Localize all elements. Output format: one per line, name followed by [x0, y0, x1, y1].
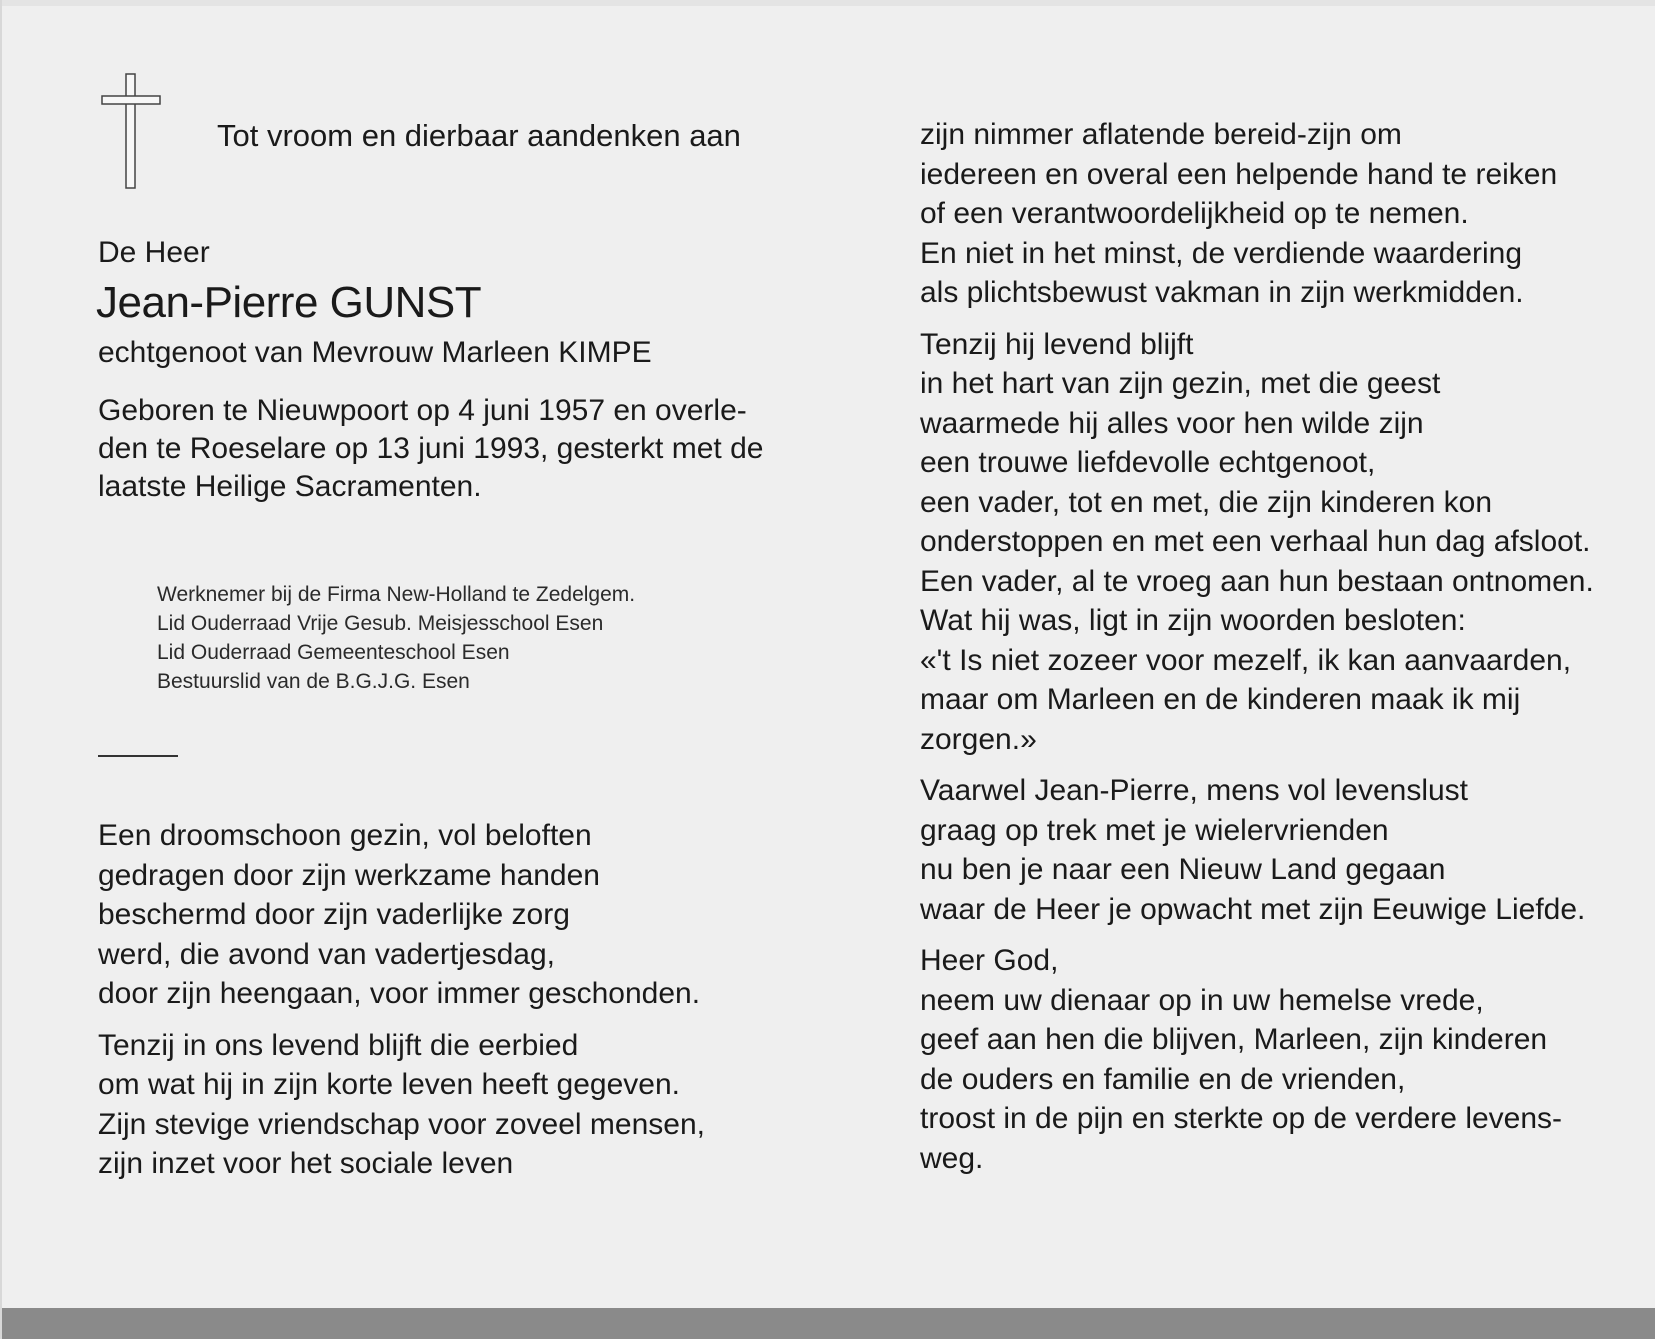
poem-line: de ouders en familie en de vrienden,	[920, 1062, 1406, 1096]
stanza	[98, 816, 705, 1014]
poem-line: Vaarwel Jean-Pierre, mens vol levenslust	[920, 774, 1469, 807]
poem-line: onderstoppen en met een verhaal hun dag afsloot.	[920, 525, 1591, 558]
poem-line: als plichtsbewust vakman in zijn werkmidden.	[920, 276, 1524, 309]
birth-death-paragraph	[98, 392, 764, 506]
poem-line: zorgen.»	[920, 722, 1037, 756]
poem-line: een vader, tot en met, die zijn kinderen kon	[920, 485, 1493, 519]
duty-item: Bestuurslid van de B.G.J.G. Esen	[157, 670, 470, 693]
stanza	[98, 1026, 705, 1184]
scan-edge-top	[2, 0, 1655, 6]
poem-line: weg.	[920, 1141, 984, 1175]
poem-line: graag op trek met je wielervrienden	[920, 813, 1389, 847]
birth-line: Geboren te Nieuwpoort op 4 juni 1957 en overle-	[98, 394, 747, 427]
left-poem	[98, 816, 705, 1196]
deceased-name: Jean-Pierre GUNST	[96, 278, 482, 327]
poem-line: waarmede hij alles voor hen wilde zijn	[920, 406, 1424, 440]
poem-line: beschermd door zijn vaderlijke zorg	[98, 898, 570, 931]
poem-line: in het hart van zijn gezin, met die geest	[920, 367, 1441, 400]
poem-line: Wat hij was, ligt in zijn woorden besloten:	[920, 604, 1466, 637]
duty-item: Lid Ouderraad Vrije Gesub. Meisjesschool Esen	[157, 612, 604, 635]
poem-line: door zijn heengaan, voor immer geschonden.	[98, 977, 701, 1010]
poem-line: «'t Is niet zozeer voor mezelf, ik kan aanvaarden,	[920, 643, 1572, 677]
right-poem	[920, 115, 1594, 1190]
intro-text: Tot vroom en dierbaar aandenken aan	[217, 118, 741, 153]
poem-line: Zijn stevige vriendschap voor zoveel mensen,	[98, 1107, 705, 1141]
poem-line: maar om Marleen en de kinderen maak ik mij	[920, 683, 1521, 716]
birth-line: den te Roeselare op 13 juni 1993, gesterkt met de	[98, 432, 764, 465]
poem-line: Heer God,	[920, 944, 1059, 977]
honorific: De Heer	[98, 236, 210, 269]
poem-line: geef aan hen die blijven, Marleen, zijn kinderen	[920, 1023, 1548, 1056]
stanza	[920, 325, 1594, 760]
stanza	[920, 771, 1594, 929]
poem-line: een trouwe liefdevolle echtgenoot,	[920, 446, 1376, 479]
poem-line: of een verantwoordelijkheid op te nemen.	[920, 197, 1469, 230]
poem-line: troost in de pijn en sterkte op de verdere levens-	[920, 1102, 1563, 1135]
poem-line: zijn inzet voor het sociale leven	[98, 1147, 514, 1180]
poem-line: Tenzij in ons levend blijft die eerbied	[98, 1028, 579, 1062]
poem-line: Een vader, al te vroeg aan hun bestaan ontnomen.	[920, 564, 1594, 598]
poem-line: om wat hij in zijn korte leven heeft gegeven.	[98, 1068, 680, 1101]
duty-item: Lid Ouderraad Gemeenteschool Esen	[157, 641, 510, 664]
poem-line: iedereen en overal een helpende hand te reiken	[920, 157, 1558, 191]
stanza	[920, 941, 1594, 1178]
cross-icon	[100, 72, 162, 192]
duties-list	[157, 580, 635, 696]
poem-line: Een droomschoon gezin, vol beloften	[98, 819, 592, 852]
poem-line: nu ben je naar een Nieuw Land gegaan	[920, 853, 1446, 886]
spouse-line: echtgenoot van Mevrouw Marleen KIMPE	[98, 336, 652, 369]
duty-item: Werknemer bij de Firma New-Holland te Zedelgem.	[157, 583, 636, 606]
poem-line: waar de Heer je opwacht met zijn Eeuwige Liefde.	[920, 892, 1586, 926]
poem-line: werd, die avond van vadertjesdag,	[98, 937, 555, 971]
poem-line: En niet in het minst, de verdiende waardering	[920, 236, 1523, 270]
scan-edge-bottom	[2, 1308, 1655, 1339]
poem-line: neem uw dienaar op in uw hemelse vrede,	[920, 983, 1484, 1017]
divider	[98, 755, 178, 757]
poem-line: zijn nimmer aflatende bereid-zijn om	[920, 118, 1402, 151]
stanza	[920, 115, 1594, 313]
birth-line: laatste Heilige Sacramenten.	[98, 470, 482, 503]
poem-line: Tenzij hij levend blijft	[920, 327, 1194, 361]
poem-line: gedragen door zijn werkzame handen	[98, 858, 600, 892]
